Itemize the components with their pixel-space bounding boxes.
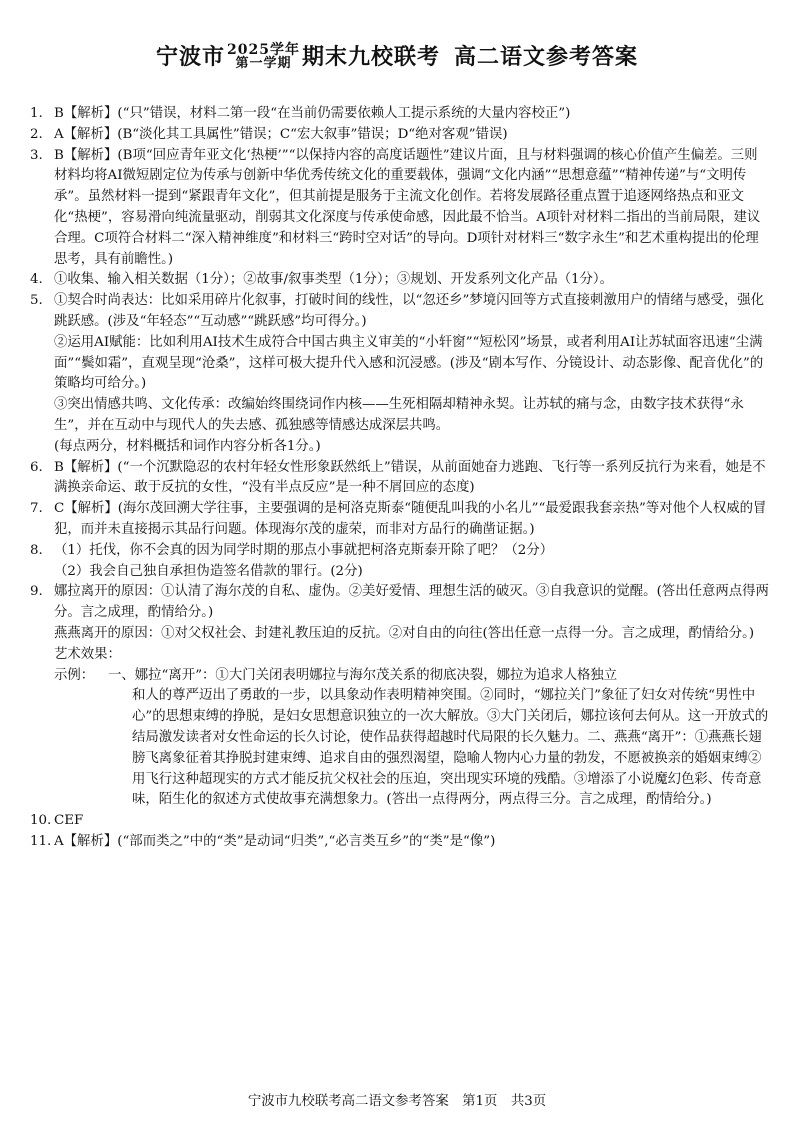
- item-point: ①契合时尚表达：比如采用碎片化叙事，打破时间的线性，以“忽还乡”梦境闪回等方式直接刺激用户的情绪与感受，强化跳跃感。(涉及“年轻态”“互动感”“跳跃感”均可得分。): [54, 293, 764, 329]
- answer-item-6: [30, 458, 770, 500]
- example-first-line: 一、娜拉“离开”：①大门关闭表明娜拉与海尔茂关系的彻底决裂，娜拉为追求人格独立: [108, 667, 618, 683]
- title-main: 期末九校联考: [301, 44, 440, 70]
- answer-item-3: [30, 146, 770, 271]
- item-text: A【解析】(B“淡化其工具属性”错误；C“宏大叙事”错误；D“绝对客观”错误): [54, 126, 508, 142]
- item-text: B【解析】(B项“回应青年亚文化‘热梗’”“以保持内容的高度话题性”建议片面，且与材料强调的核心价值产生偏差。三则材料均将AI微短剧定位为传承与创新中华优秀传统文化的重要载体，强调“文化内涵”“思想意蕴”“精神传递”与“文明传承”。虽然材料一提到“紧跟青年文化”，但其前提是服务于主流文化创作。若将发展路径重点置于追逐网络热点和亚文化“热梗”，容易滑向纯流量驱动，削弱其文化深度与传承使命感，因此最不恰当。A项针对材料二指出的当前局限，建议合理。C项符合材料二“深入精神维度”和材料三“跨时空对话”的导向。D项针对材料三“数字永生”和艺术重构提出的伦理思考，具有前瞻性。): [54, 147, 761, 267]
- answer-item-9: [30, 582, 770, 665]
- item-scoring-note: (每点两分，材料概括和词作内容分析各1分。): [54, 438, 321, 454]
- answer-item-2: [30, 125, 770, 146]
- item-number: 5.: [30, 293, 43, 309]
- item-subanswer: （2）我会自己独自承担伪造签名借款的罪行。(2分): [54, 563, 363, 579]
- title-term-stack: [227, 43, 300, 70]
- item-number: 10.: [30, 813, 52, 829]
- item-point: 燕燕离开的原因：①对父权社会、封建礼教压迫的反抗。②对自由的向往(答出任意一点得一分。言之成理，酌情给分。): [54, 625, 755, 641]
- item-number: 1.: [30, 106, 43, 121]
- example-label: 示例：: [54, 667, 95, 683]
- item-text: B【解析】(“一个沉默隐忍的农村年轻女性形象跃然纸上”错误，从前面她奋力逃跑、飞行等一系列反抗行为来看，她是不满换亲命运、敢于反抗的女性，“没有半点反应”是一种不屑回应的态度): [54, 459, 766, 496]
- item-text: CEF: [54, 813, 84, 829]
- page-footer: 宁波市九校联考高二语文参考答案 第1页 共3页: [247, 1094, 547, 1109]
- item-text: C【解析】(海尔茂回溯大学往事，主要强调的是柯洛克斯泰“随便乱叫我的小名儿”“最爱跟我套亲热”等对他个人权威的冒犯，而并未直接揭示其品行问题。体现海尔茂的虚荣，而非对方品行的确凿证据。): [54, 501, 767, 537]
- answer-item-4: [30, 270, 770, 291]
- answer-list: [30, 104, 770, 853]
- item-number: 4.: [30, 272, 43, 288]
- item-text: ①收集、输入相关数据（1分）；②故事/叙事类型（1分）；③规划、开发系列文化产品（1分）。: [54, 272, 613, 288]
- item-number: 3.: [30, 147, 43, 163]
- answer-item-1: [30, 104, 770, 125]
- item-point: ②运用AI赋能：比如利用AI技术生成符合中国古典主义审美的“小轩窗”“短松冈”场景，或者利用AI让苏轼面容迅速“尘满面”“鬓如霜”，直观呈现“沧桑”，这样可极大提升代入感和沉浸感。(涉及“剧本写作、分镜设计、动态影像、配音优化”的策略均可给分。): [54, 334, 764, 392]
- item-point: 艺术效果：: [54, 646, 121, 662]
- item-number: 9.: [30, 584, 43, 600]
- answer-item-5: [30, 291, 770, 457]
- title-term: 第一学期: [235, 55, 292, 71]
- page-title: [0, 40, 794, 72]
- answer-item-10: [30, 811, 770, 832]
- item-number: 11.: [30, 833, 52, 849]
- item-number: 6.: [30, 459, 43, 475]
- answer-item-7: [30, 499, 770, 541]
- example-block: [30, 666, 770, 812]
- item-point: ③突出情感共鸣、文化传承：改编始终围绕词作内核——生死相隔却精神永契。让苏轼的痛与念，由数字技术获得“永生”，并在互动中与现代人的失去感、孤独感等情感达成深层共鸣。: [54, 397, 744, 433]
- title-prefix: 宁波市: [155, 44, 225, 70]
- item-number: 7.: [30, 501, 43, 517]
- title-subject: 高二语文参考答案: [453, 44, 638, 70]
- example-body: 和人的尊严迈出了勇敢的一步，以具象动作表明精神突围。②同时，“娜拉关门”象征了妇女对传统“男性中心”的思想束缚的挣脱，是妇女思想意识独立的一次大解放。③大门关闭后，娜拉该何去何从。这一开放式的结局激发读者对女性命运的长久讨论，使作品获得超越时代局限的长久魅力。二、燕燕“离开”：①燕燕长翅膀飞离象征着其挣脱封建束缚、追求自由的强烈渴望，隐喻人物内心力量的勃发，不愿被换亲的婚姻束缚②用飞行这种超现实的方式才能反抗父权社会的压迫，突出现实环境的残酷。③增添了小说魔幻色彩、传奇意味，陌生化的叙述方式使故事充满想象力。(答出一点得两分，两点得三分。言之成理，酌情给分。): [132, 688, 769, 808]
- title-year: 2025学年: [227, 41, 300, 58]
- answer-item-8: [30, 541, 770, 583]
- item-subanswer: （1）托伐，你不会真的因为同学时期的那点小事就把柯洛克斯泰开除了吧？（2分）: [54, 542, 554, 558]
- item-text: A【解析】(“部而类之”中的“类”是动词“归类”,“必言类互乡”的“类”是“像”): [54, 833, 496, 849]
- item-number: 8.: [30, 542, 43, 558]
- item-point: 娜拉离开的原因：①认清了海尔茂的自私、虚伪。②美好爱情、理想生活的破灭。③自我意识的觉醒。(答出任意两点得两分。言之成理，酌情给分。): [54, 584, 769, 621]
- item-text: B【解析】(“只”错误，材料二第一段“在当前仍需要依赖人工提示系统的大量内容校正”): [54, 106, 571, 121]
- answer-item-11: [30, 832, 770, 853]
- item-number: 2.: [30, 126, 43, 142]
